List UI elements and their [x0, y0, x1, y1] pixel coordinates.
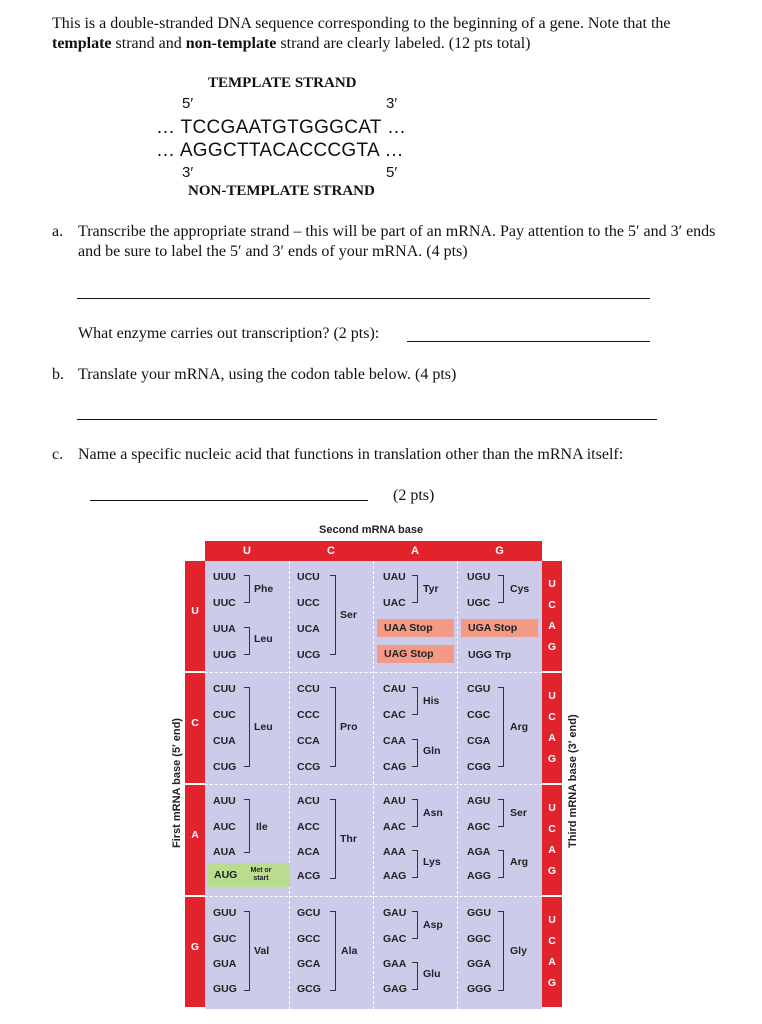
- bracket: [244, 911, 250, 991]
- codon-uau: UAU: [383, 571, 406, 583]
- intro-text-1: This is a double-stranded DNA sequence corresponding to the beginning of a gene. Note that the: [52, 15, 671, 32]
- third-base-a: A: [548, 732, 556, 744]
- codon-cau: CAU: [383, 683, 406, 695]
- codon-aga: AGA: [467, 846, 491, 858]
- bracket: [330, 911, 336, 991]
- aa-arg: Arg: [510, 856, 529, 868]
- codon-caa: CAA: [383, 735, 406, 747]
- third-base-a: A: [548, 956, 556, 968]
- codon-uug: UUG: [213, 649, 237, 661]
- bracket: [330, 575, 336, 655]
- codon-guu: GUU: [213, 907, 237, 919]
- codon-ugg-trp: UGG Trp: [468, 649, 512, 661]
- nontemplate-sequence: … AGGCTTACACCCGTA …: [156, 140, 404, 161]
- codon-uga-stop: UGA Stop: [461, 619, 538, 637]
- bracket: [244, 627, 250, 655]
- template-sequence: … TCCGAATGTGGGCAT …: [156, 117, 407, 138]
- codon-aua: AUA: [213, 846, 236, 858]
- aa-leu: Leu: [254, 721, 273, 733]
- codon-ggg: GGG: [467, 983, 492, 995]
- top-right-end: 3′: [386, 95, 398, 112]
- aa-cys: Cys: [510, 583, 530, 595]
- first-base-a: A: [191, 829, 199, 841]
- col-separator: [457, 561, 458, 1009]
- codon-cgc: CGC: [467, 709, 491, 721]
- intro-nontemplate-word: non-template: [185, 35, 277, 52]
- third-base-g: G: [547, 977, 557, 989]
- codon-uuc: UUC: [213, 597, 236, 609]
- aa-asp: Asp: [423, 919, 443, 931]
- answer-line-b[interactable]: [77, 419, 657, 420]
- bracket: [498, 575, 504, 603]
- codon-agg: AGG: [467, 870, 491, 882]
- codon-ugc: UGC: [467, 597, 491, 609]
- aa-lys: Lys: [423, 856, 441, 868]
- codon-uca: UCA: [297, 623, 320, 635]
- enzyme-question: What enzyme carries out transcription? (2 pts):: [78, 325, 380, 342]
- codon-agc: AGC: [467, 821, 491, 833]
- codon-gcc: GCC: [297, 933, 321, 945]
- codon-ccg: CCG: [297, 761, 321, 773]
- intro-text-2: strand and: [111, 35, 186, 52]
- codon-cuu: CUU: [213, 683, 236, 695]
- intro-text-3: strand are clearly labeled. (12 pts total): [276, 35, 531, 52]
- codon-uaa-stop: UAA Stop: [377, 619, 454, 637]
- question-b-text: Translate your mRNA, using the codon table below. (4 pts): [78, 366, 457, 383]
- aa-arg: Arg: [510, 721, 529, 733]
- template-strand-label: TEMPLATE STRAND: [208, 75, 357, 91]
- codon-cgg: CGG: [467, 761, 491, 773]
- codon-cua: CUA: [213, 735, 236, 747]
- aa-pro: Pro: [340, 721, 358, 733]
- codon-agu: AGU: [467, 795, 491, 807]
- aa-ser: Ser: [340, 609, 357, 621]
- bracket: [244, 799, 250, 853]
- bracket: [412, 911, 418, 939]
- codon-ucc: UCC: [297, 597, 320, 609]
- codon-uuu: UUU: [213, 571, 236, 583]
- codon-gga: GGA: [467, 958, 491, 970]
- codon-guc: GUC: [213, 933, 237, 945]
- question-c-text: Name a specific nucleic acid that functions in translation other than the mRNA itself:: [78, 446, 624, 463]
- aa-thr: Thr: [340, 833, 357, 845]
- codon-ccu: CCU: [297, 683, 320, 695]
- answer-line-c[interactable]: [90, 500, 368, 501]
- col-separator: [373, 561, 374, 1009]
- bracket: [412, 739, 418, 767]
- codon-aaa: AAA: [383, 846, 406, 858]
- codon-gcg: GCG: [297, 983, 321, 995]
- bracket: [498, 911, 504, 991]
- aa-gln: Gln: [423, 745, 441, 757]
- codon-uac: UAC: [383, 597, 406, 609]
- bracket: [498, 687, 504, 767]
- answer-line-a[interactable]: [77, 298, 650, 299]
- codon-aca: ACA: [297, 846, 320, 858]
- first-base-u: U: [191, 605, 199, 617]
- third-base-c: C: [548, 935, 556, 947]
- top-left-end: 5′: [182, 95, 194, 112]
- question-b-letter: b.: [52, 366, 64, 383]
- codon-auu: AUU: [213, 795, 236, 807]
- codon-ugu: UGU: [467, 571, 491, 583]
- nontemplate-strand-label: NON-TEMPLATE STRAND: [188, 183, 375, 199]
- codon-ccc: CCC: [297, 709, 320, 721]
- codon-acg: ACG: [297, 870, 321, 882]
- second-base-c: C: [327, 545, 335, 557]
- intro-template-word: template: [52, 35, 112, 52]
- third-base-c: C: [548, 599, 556, 611]
- codon-aug-label: AUG: [214, 869, 238, 881]
- aa-asn: Asn: [423, 807, 443, 819]
- question-c-points: (2 pts): [393, 487, 435, 504]
- bracket: [498, 850, 504, 878]
- codon-cga: CGA: [467, 735, 491, 747]
- codon-gca: GCA: [297, 958, 321, 970]
- aa-leu: Leu: [254, 633, 273, 645]
- bracket: [244, 687, 250, 767]
- aa-his: His: [423, 695, 440, 707]
- codon-auc: AUC: [213, 821, 236, 833]
- bracket: [412, 962, 418, 990]
- answer-line-enzyme[interactable]: [407, 341, 650, 342]
- bracket: [412, 850, 418, 878]
- aa-ile: Ile: [256, 821, 268, 833]
- codon-cgu: CGU: [467, 683, 491, 695]
- bottom-left-end: 3′: [182, 164, 194, 181]
- codon-uua: UUA: [213, 623, 236, 635]
- codon-cug: CUG: [213, 761, 237, 773]
- bracket: [412, 575, 418, 603]
- codon-gug: GUG: [213, 983, 237, 995]
- second-base-g: G: [495, 545, 504, 557]
- aa-val: Val: [254, 945, 270, 957]
- third-base-axis-label: Third mRNA base (3′ end): [567, 714, 579, 848]
- codon-aau: AAU: [383, 795, 406, 807]
- codon-ucu: UCU: [297, 571, 320, 583]
- second-base-a: A: [411, 545, 419, 557]
- third-base-u: U: [548, 578, 556, 590]
- codon-uag-stop: UAG Stop: [377, 645, 454, 663]
- first-base-axis-label: First mRNA base (5′ end): [171, 718, 183, 848]
- aa-ala: Ala: [341, 945, 358, 957]
- aa-phe: Phe: [254, 583, 274, 595]
- codon-cca: CCA: [297, 735, 320, 747]
- codon-gac: GAC: [383, 933, 407, 945]
- third-base-c: C: [548, 823, 556, 835]
- aa-gly: Gly: [510, 945, 527, 957]
- codon-ggc: GGC: [467, 933, 491, 945]
- third-base-g: G: [547, 865, 557, 877]
- second-base-header: [205, 541, 542, 561]
- third-base-g: G: [547, 641, 557, 653]
- codon-aac: AAC: [383, 821, 406, 833]
- codon-gaa: GAA: [383, 958, 407, 970]
- aa-tyr: Tyr: [423, 583, 439, 595]
- aa-ser: Ser: [510, 807, 527, 819]
- third-base-a: A: [548, 844, 556, 856]
- bottom-right-end: 5′: [386, 164, 398, 181]
- codon-ggu: GGU: [467, 907, 491, 919]
- codon-gcu: GCU: [297, 907, 321, 919]
- codon-gag: GAG: [383, 983, 407, 995]
- codon-gua: GUA: [213, 958, 237, 970]
- bracket: [330, 687, 336, 767]
- aa-met-start: Met or start: [250, 867, 272, 882]
- second-base-u: U: [243, 545, 251, 557]
- codon-acc: ACC: [297, 821, 320, 833]
- first-base-c: C: [191, 717, 199, 729]
- col-separator: [289, 561, 290, 1009]
- codon-acu: ACU: [297, 795, 320, 807]
- second-base-title: Second mRNA base: [319, 524, 424, 536]
- codon-cag: CAG: [383, 761, 407, 773]
- first-base-g: G: [190, 941, 200, 953]
- third-base-u: U: [548, 914, 556, 926]
- codon-ucg: UCG: [297, 649, 321, 661]
- bracket: [330, 799, 336, 879]
- third-base-u: U: [548, 690, 556, 702]
- bracket: [498, 799, 504, 827]
- question-a-text: Transcribe the appropriate strand – this will be part of an mRNA. Pay attention to the 5′ and 3′ ends and be sure to label the 5′ and 3′ ends of your mRNA. (4 pts): [78, 223, 716, 260]
- question-c-letter: c.: [52, 446, 64, 463]
- aa-glu: Glu: [423, 968, 441, 980]
- bracket: [412, 799, 418, 827]
- codon-cac: CAC: [383, 709, 406, 721]
- codon-cuc: CUC: [213, 709, 236, 721]
- codon-gau: GAU: [383, 907, 407, 919]
- bracket: [412, 687, 418, 715]
- intro-paragraph: [52, 14, 732, 54]
- third-base-u: U: [548, 802, 556, 814]
- third-base-c: C: [548, 711, 556, 723]
- codon-aag: AAG: [383, 870, 407, 882]
- third-base-g: G: [547, 753, 557, 765]
- third-base-a: A: [548, 620, 556, 632]
- bracket: [244, 575, 250, 603]
- question-a-letter: a.: [52, 223, 64, 240]
